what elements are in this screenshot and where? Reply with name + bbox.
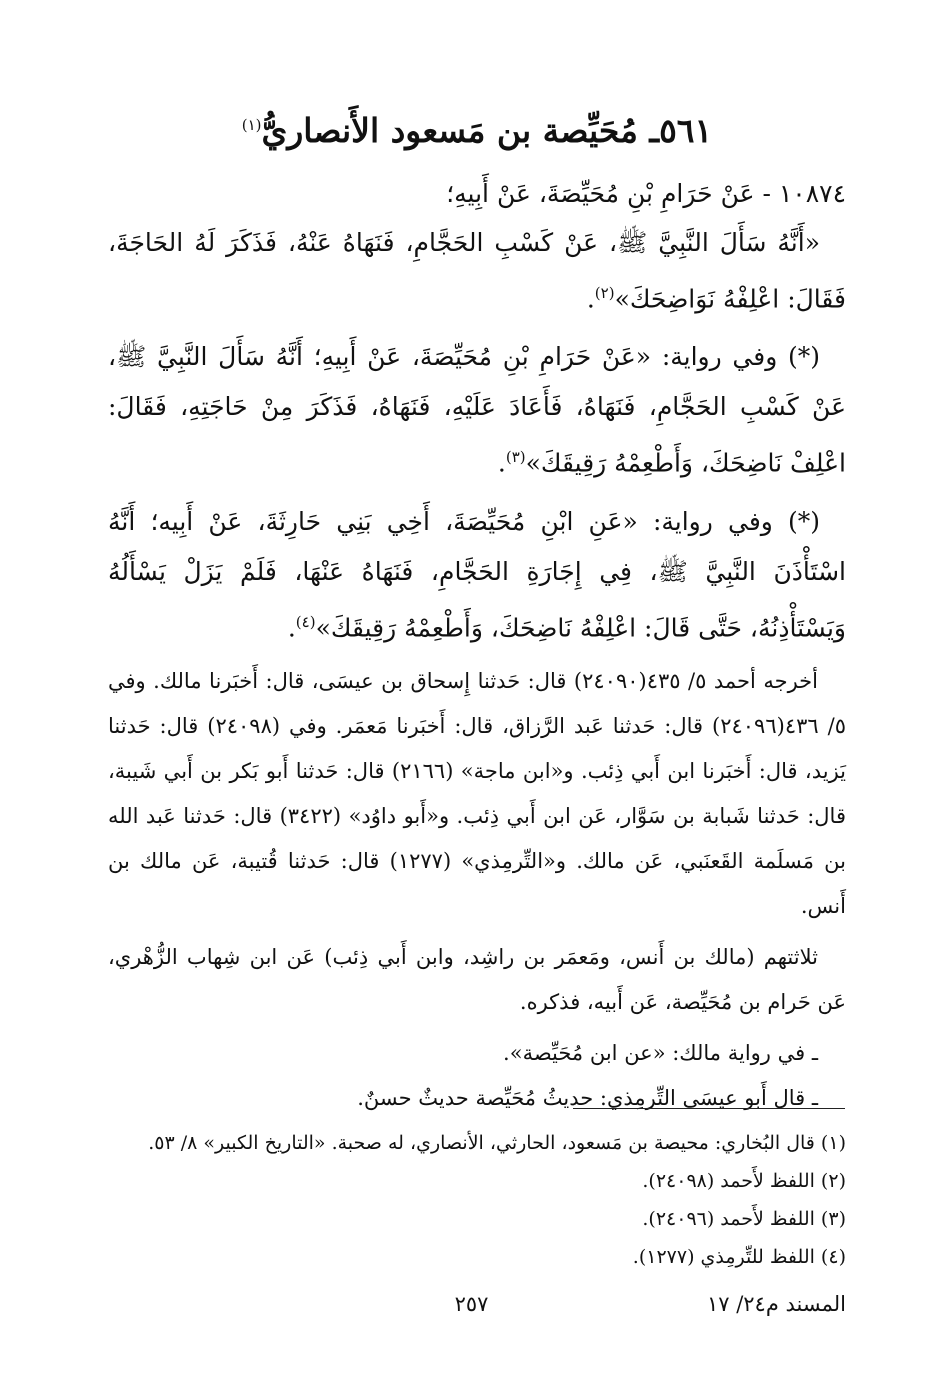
riwaya-2: (*) وفي رواية: «عَنِ ابْنِ مُحَيِّصَةَ، أَخِي بَنِي حَارِثَةَ، عَنْ أَبِيه؛ أَنَّهُ اسْتَأْذَنَ النَّبِيَّ ﷺ، فِي إِجَارَةِ الحَجَّامِ، فَنَهَاهُ عَنْهَا، فَلَمْ يَزَلْ يَسْأَلُهُ وَيَسْتَأْذِنُهُ، حَتَّى قَالَ: اعْلِفْهُ نَاضِحَكَ، وَأَطْعِمْهُ رَقِيقَكَ»$^{(٤)}$. bbox=[108, 506, 846, 642]
riwaya-1-text: (*) وفي رواية: «عَنْ حَرَامِ بْنِ مُحَيِّصَةَ، عَنْ أَبِيهِ؛ أَنَّهُ سَأَلَ النَّبِيَّ ﷺ، عَنْ كَسْبِ الحَجَّامِ، فَنَهَاهُ، فَأَعَادَ عَلَيْهِ، فَنَهَاهُ، فَذَكَرَ مِنْ حَاجَتِهِ، فَقَالَ: اعْلِفْ نَاضِحَكَ، وَأَطْعِمْهُ رَقِيقَكَ» bbox=[108, 342, 846, 478]
takhrij-paragraph-2: ثلاثتهم (مالك بن أَنس، ومَعمَر بن راشِد، وابن أَبي ذِئب) عَن ابن شِهاب الزُّهْري، عَن حَرام بن مُحَيِّصة، عَن أَبيه، فذكره. bbox=[108, 944, 846, 1014]
note-tirmidhi: ـ قال أَبو عيسَى التِّرمِذي: حديثُ مُحَيِّصة حديثٌ حسنٌ. bbox=[357, 1085, 818, 1110]
chapter-title bbox=[108, 100, 846, 156]
chapter-title-footnote-ref: (١) bbox=[241, 116, 262, 134]
riwaya-2-text: (*) وفي رواية: «عَنِ ابْنِ مُحَيِّصَةَ، أَخِي بَنِي حَارِثَةَ، عَنْ أَبِيه؛ أَنَّهُ اسْتَأْذَنَ النَّبِيَّ ﷺ، فِي إِجَارَةِ الحَجَّامِ، فَنَهَاهُ عَنْهَا، فَلَمْ يَزَلْ يَسْأَلُهُ وَيَسْتَأْذِنُهُ، حَتَّى قَالَ: اعْلِفْهُ نَاضِحَكَ، وَأَطْعِمْهُ رَقِيقَكَ» bbox=[108, 506, 846, 642]
footnote-2: (٢) اللفظ لأَحمد (٢٤٠٩٨). bbox=[642, 1170, 846, 1192]
hadith-matn-text: «أَنَّهُ سَأَلَ النَّبِيَّ ﷺ، عَنْ كَسْبِ الحَجَّامِ، فَنَهَاهُ عَنْهُ، فَذَكَرَ لَهُ الحَاجَةَ، فَقَالَ: اعْلِفْهُ نَوَاضِحَكَ» bbox=[108, 228, 846, 314]
book-signature: المسند م٢٤/ ١٧ bbox=[706, 1292, 846, 1316]
footnote-4: (٤) اللفظ للتِّرمِذي (١٢٧٧). bbox=[632, 1246, 846, 1268]
hadith-matn-footnote-ref: (٢) bbox=[594, 284, 615, 302]
footnote-1: (١) قال البُخاري: محيصة بن مَسعود، الحارثي، الأنصاري، له صحبة. «التاريخ الكبير» ٨/ ٥٣. bbox=[148, 1132, 846, 1154]
takhrij-paragraph-1: أخرجه أحمد ٥/ ٤٣٥(٢٤٠٩٠) قال: حَدثنا إِسحاق بن عيسَى، قال: أَخبَرنا مالك. وفي ٥/ ٤٣٦(٢٤٠٩٦) قال: حَدثنا عَبد الرَّزاق، قال: أَخبَرنا مَعمَر. وفي (٢٤٠٩٨) قال: حَدثنا يَزيد، قال: أَخبَرنا ابن أَبي ذِئب. و«ابن ماجة» (٢١٦٦) قال: حَدثنا أَبو بَكر بن أَبي شَيبة، قال: حَدثنا شَبابة بن سَوَّار، عَن ابن أَبي ذِئب. و«أَبو داوُد» (٣٤٢٢) قال: حَدثنا عَبد الله بن مَسلَمة القَعنَبي، عَن مالك. و«التِّرمِذي» (١٢٧٧) قال: حَدثنا قُتيبة، عَن مالك بن أَنس. bbox=[108, 668, 847, 918]
riwaya-1: (*) وفي رواية: «عَنْ حَرَامِ بْنِ مُحَيِّصَةَ، عَنْ أَبِيهِ؛ أَنَّهُ سَأَلَ النَّبِيَّ ﷺ، عَنْ كَسْبِ الحَجَّامِ، فَنَهَاهُ، فَأَعَادَ عَلَيْهِ، فَنَهَاهُ، فَذَكَرَ مِنْ حَاجَتِهِ، فَقَالَ: اعْلِفْ نَاضِحَكَ، وَأَطْعِمْهُ رَقِيقَكَ»$^{(٣)}$. bbox=[108, 342, 846, 478]
hadith-isnad: ١٠٨٧٤ - عَنْ حَرَامِ بْنِ مُحَيِّصَةَ، عَنْ أَبِيهِ؛ bbox=[446, 179, 846, 208]
hadith-matn: «أَنَّهُ سَأَلَ النَّبِيَّ ﷺ، عَنْ كَسْبِ الحَجَّامِ، فَنَهَاهُ عَنْهُ، فَذَكَرَ لَهُ الحَاجَةَ، فَقَالَ: اعْلِفْهُ نَوَاضِحَكَ»$^{(٢)}$. bbox=[108, 228, 846, 314]
page-body bbox=[108, 100, 846, 1121]
riwaya-2-footnote-ref: (٤) bbox=[295, 612, 316, 631]
chapter-title-text: ٥٦١ـ مُحَيِّصة بن مَسعود الأَنصاريُّ bbox=[261, 111, 713, 150]
footnotes bbox=[108, 1124, 846, 1276]
footnote-separator bbox=[573, 1108, 845, 1109]
riwaya-1-footnote-ref: (٣) bbox=[505, 448, 526, 467]
note-malik: ـ في رواية مالك: «عن ابن مُحَيِّصة». bbox=[503, 1040, 818, 1065]
footnote-3: (٣) اللفظ لأَحمد (٢٤٠٩٦). bbox=[642, 1208, 846, 1230]
page-number: ٢٥٧ bbox=[454, 1292, 489, 1316]
